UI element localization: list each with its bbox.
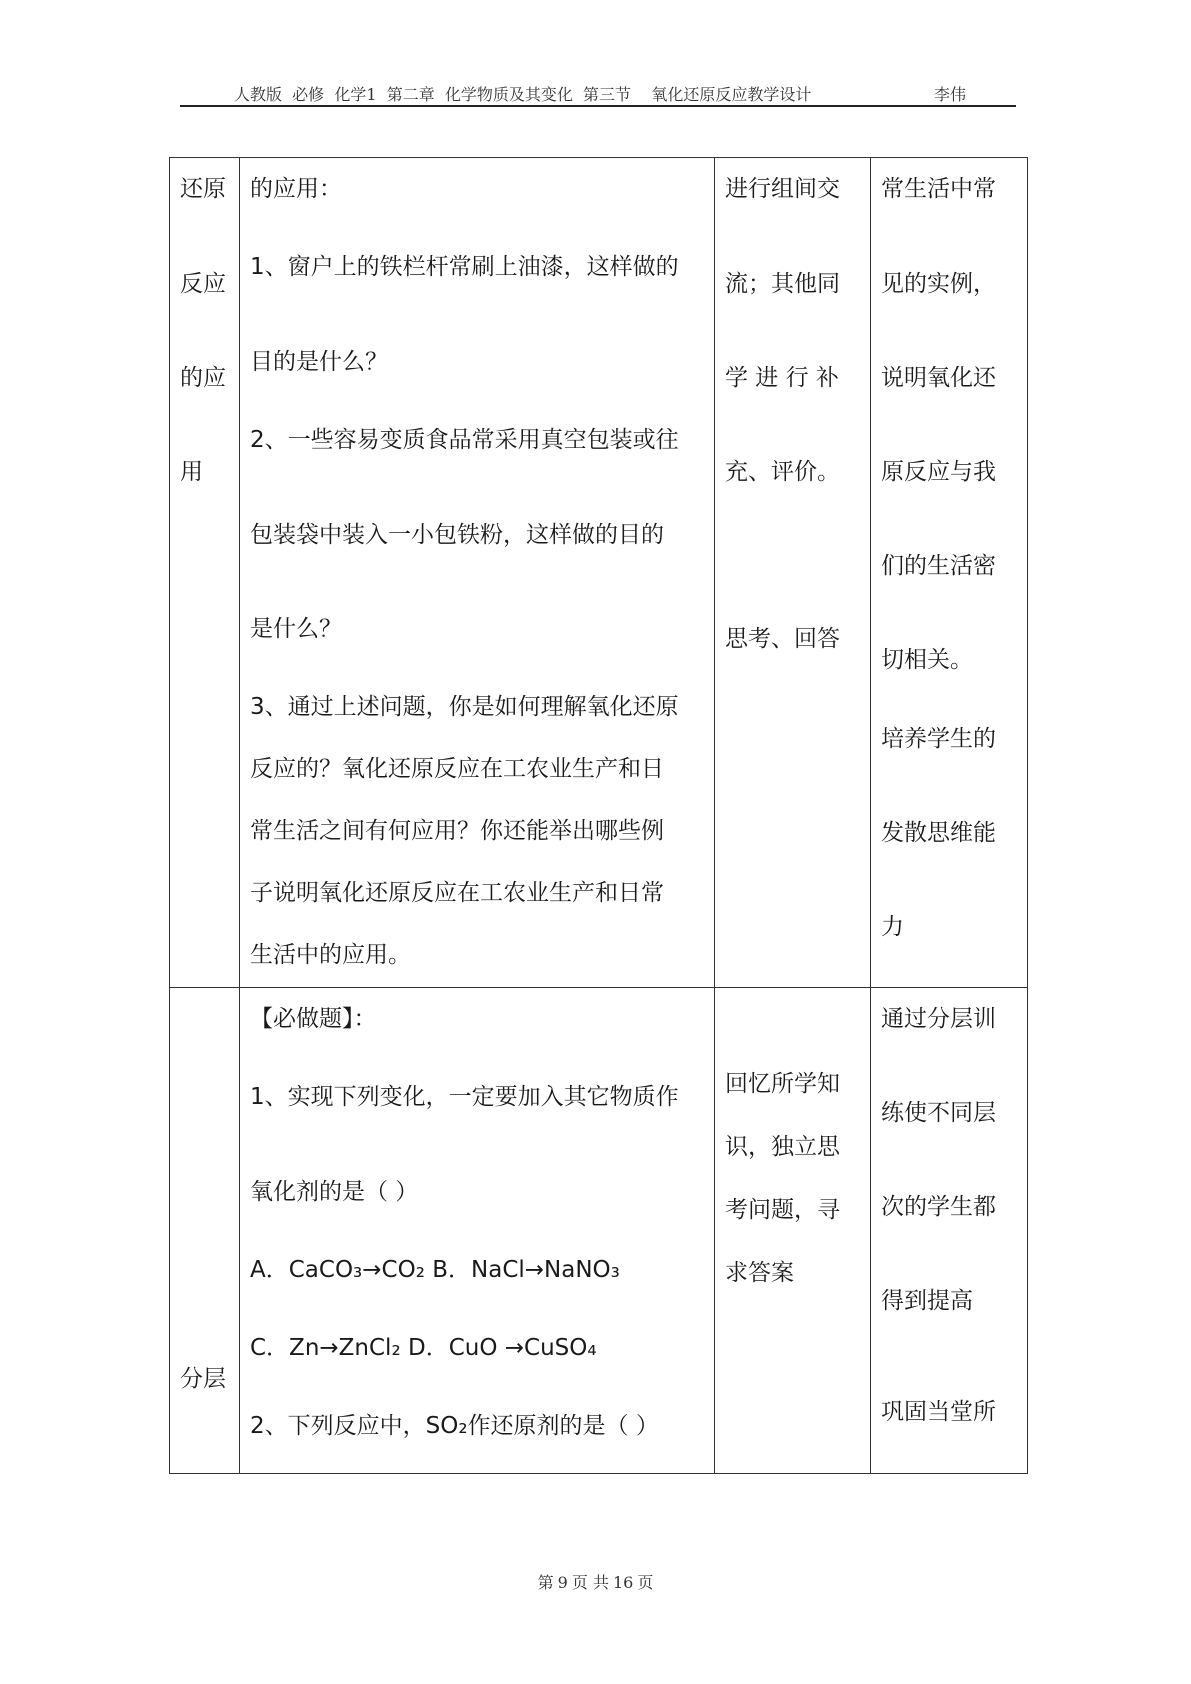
intent-line: 常生活中常	[881, 176, 996, 202]
intent-line: 见的实例，	[881, 271, 996, 297]
content-line: 生活中的应用。	[250, 942, 411, 968]
stage-cell	[170, 988, 240, 1474]
content-line: 1、窗户上的铁栏杆常刷上油漆，这样做的	[250, 254, 679, 280]
footer-prefix: 第	[537, 1573, 554, 1592]
content-line: 1、实现下列变化，一定要加入其它物质作	[250, 1084, 679, 1110]
stage-line: 的应	[180, 365, 226, 391]
content-line: 3、通过上述问题，你是如何理解氧化还原	[250, 694, 679, 720]
intent-line: 次的学生都	[881, 1194, 996, 1220]
page-footer	[0, 1570, 1191, 1593]
lesson-plan-table	[169, 157, 1028, 1474]
header-author: 李伟	[934, 85, 967, 104]
footer-page-number: 9	[557, 1573, 568, 1592]
student-line: 流；其他同	[725, 271, 840, 297]
content-line: 常生活之间有何应用？你还能举出哪些例	[250, 818, 664, 844]
student-line: 识，独立思	[725, 1134, 840, 1160]
intent-line: 发散思维能	[881, 820, 996, 846]
content-line: 目的是什么？	[250, 349, 388, 375]
header-title: 人教版 必修 化学1 第二章 化学物质及其变化 第三节 氧化还原反应教学设计	[234, 85, 812, 104]
content-cell	[240, 988, 715, 1474]
stage-line: 用	[180, 459, 203, 485]
table-row	[170, 988, 1028, 1474]
content-line: 反应的？氧化还原反应在工农业生产和日	[250, 756, 664, 782]
intent-line: 们的生活密	[881, 553, 996, 579]
stage-cell	[170, 158, 240, 988]
footer-total-pages: 16	[612, 1573, 634, 1592]
intent-line: 说明氧化还	[881, 365, 996, 391]
content-line: C．Zn→ZnCl₂ D．CuO →CuSO₄	[250, 1335, 597, 1361]
student-line: 考问题，寻	[725, 1197, 840, 1223]
content-line: 是什么？	[250, 616, 342, 642]
stage-line: 反应	[180, 271, 226, 297]
page-header	[180, 80, 1016, 106]
content-line: 2、一些容易变质食品常采用真空包装或往	[250, 427, 679, 453]
intent-line: 培养学生的	[881, 726, 996, 752]
student-line: 学 进 行 补	[725, 365, 839, 391]
student-line: 回忆所学知	[725, 1071, 840, 1097]
content-line: 【必做题】：	[250, 1006, 377, 1032]
content-line: 的应用：	[250, 176, 342, 202]
student-line: 进行组间交	[725, 176, 840, 202]
student-line: 充、评价。	[725, 459, 840, 485]
footer-suffix: 页	[637, 1573, 654, 1592]
student-line: 思考、回答	[725, 626, 840, 652]
intent-line: 巩固当堂所	[881, 1399, 996, 1425]
header-rule	[180, 105, 1016, 107]
content-line: A．CaCO₃→CO₂ B．NaCl→NaNO₃	[250, 1257, 620, 1283]
intent-line: 得到提高	[881, 1288, 973, 1314]
intent-line: 通过分层训	[881, 1006, 996, 1032]
stage-line: 分层	[180, 1366, 226, 1392]
content-line: 2、下列反应中，SO₂作还原剂的是（ ）	[250, 1413, 659, 1439]
stage-line: 还原	[180, 176, 226, 202]
content-line: 氧化剂的是（ ）	[250, 1179, 419, 1205]
design-intent-cell	[871, 988, 1028, 1474]
content-line: 包装袋中装入一小包铁粉，这样做的目的	[250, 522, 664, 548]
content-cell	[240, 158, 715, 988]
intent-line: 切相关。	[881, 647, 973, 673]
intent-line: 练使不同层	[881, 1100, 996, 1126]
footer-mid: 页 共	[571, 1573, 609, 1592]
student-activity-cell	[715, 158, 871, 988]
intent-line: 力	[881, 914, 904, 940]
design-intent-cell	[871, 158, 1028, 988]
intent-line: 原反应与我	[881, 459, 996, 485]
content-line: 子说明氧化还原反应在工农业生产和日常	[250, 880, 664, 906]
student-line: 求答案	[725, 1260, 794, 1286]
student-activity-cell	[715, 988, 871, 1474]
table-row	[170, 158, 1028, 988]
